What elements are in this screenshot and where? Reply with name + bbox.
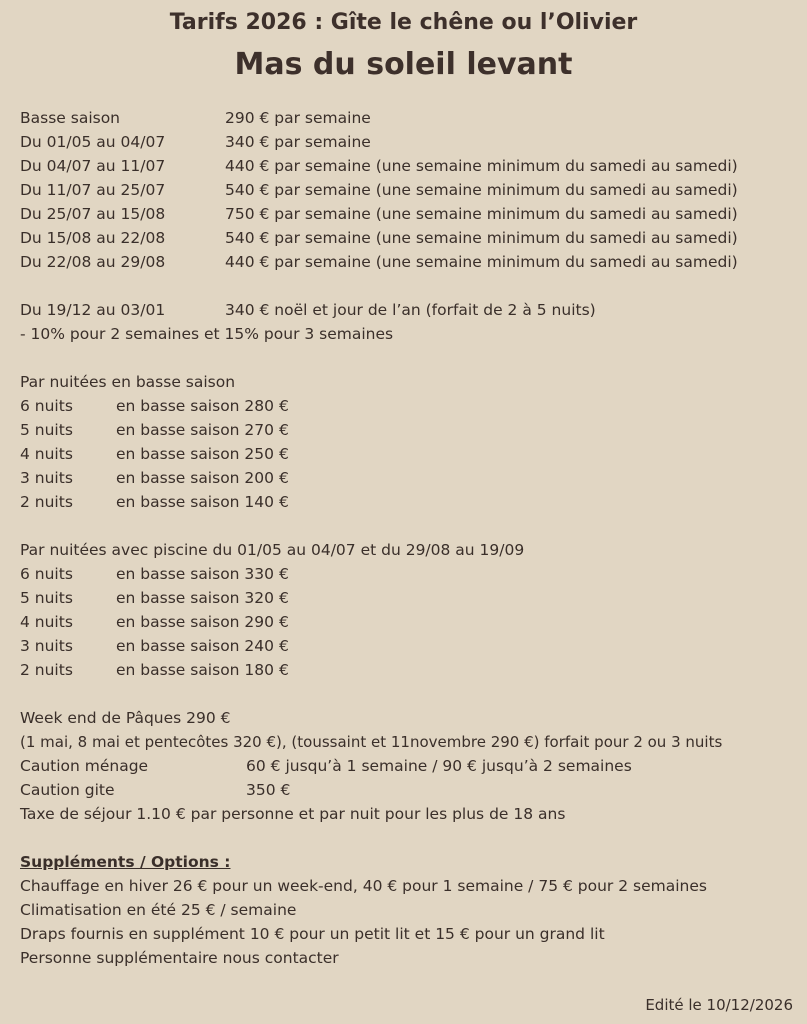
nights-price: en basse saison 330 € [116,565,289,583]
season-price: 750 € par semaine (une semaine minimum du samedi au samedi) [225,205,738,223]
nights-price: en basse saison 140 € [116,493,289,511]
season-period: Du 04/07 au 11/07 [20,157,166,175]
season-period: Du 15/08 au 22/08 [20,229,166,247]
option-item: Personne supplémentaire nous contacter [20,949,339,967]
nights-pool-row [20,658,289,682]
nights-count: 4 nuits [20,613,73,631]
gite-deposit-value: 350 € [246,781,291,799]
season-price: 440 € par semaine (une semaine minimum du samedi au samedi) [225,253,738,271]
season-row [20,250,738,274]
gite-deposit-row [20,778,291,802]
nights-count: 2 nuits [20,493,73,511]
season-row [20,130,371,154]
season-price: 540 € par semaine (une semaine minimum du samedi au samedi) [225,229,738,247]
nights-count: 5 nuits [20,421,73,439]
season-price: 440 € par semaine (une semaine minimum du samedi au samedi) [225,157,738,175]
season-row [20,202,738,226]
nights-count: 6 nuits [20,565,73,583]
season-price: 540 € par semaine (une semaine minimum du samedi au samedi) [225,181,738,199]
nights-price: en basse saison 320 € [116,589,289,607]
nights-count: 6 nuits [20,397,73,415]
nights-pool-heading: Par nuitées avec piscine du 01/05 au 04/07 et du 29/08 au 19/09 [20,541,525,559]
nights-price: en basse saison 290 € [116,613,289,631]
season-price: 290 € par semaine [225,109,371,127]
season-period: Du 11/07 au 25/07 [20,181,166,199]
nights-low-row [20,418,289,442]
nights-price: en basse saison 240 € [116,637,289,655]
cleaning-deposit-label: Caution ménage [20,757,149,775]
discount-text: - 10% pour 2 semaines et 15% pour 3 semaines [20,325,394,343]
season-row [20,154,738,178]
nights-count: 5 nuits [20,589,73,607]
nights-count: 3 nuits [20,469,73,487]
nights-count: 2 nuits [20,661,73,679]
season-period: Basse saison [20,109,121,127]
document-title: Tarifs 2026 : Gîte le chêne ou l’Olivier [169,10,638,35]
edit-date: Edité le 10/12/2026 [645,996,793,1014]
easter-price: Week end de Pâques 290 € [20,709,231,727]
cleaning-deposit-row [20,754,632,778]
option-item: Chauffage en hiver 26 € pour un week-end, 40 € pour 1 semaine / 75 € pour 2 semaines [20,877,707,895]
nights-low-heading: Par nuitées en basse saison [20,373,236,391]
nights-pool-row [20,562,289,586]
option-item: Draps fournis en supplément 10 € pour un petit lit et 15 € pour un grand lit [20,925,605,943]
holiday-row [20,298,596,322]
season-row [20,226,738,250]
tourist-tax: Taxe de séjour 1.10 € par personne et par nuit pour les plus de 18 ans [20,805,566,823]
nights-price: en basse saison 250 € [116,445,289,463]
nights-pool-row [20,586,289,610]
gite-deposit-label: Caution gite [20,781,115,799]
season-period: Du 25/07 au 15/08 [20,205,166,223]
nights-price: en basse saison 180 € [116,661,289,679]
nights-low-row [20,394,289,418]
nights-price: en basse saison 270 € [116,421,289,439]
nights-low-row [20,466,289,490]
season-price: 340 € par semaine [225,133,371,151]
nights-count: 3 nuits [20,637,73,655]
nights-count: 4 nuits [20,445,73,463]
nights-pool-row [20,610,289,634]
nights-low-row [20,442,289,466]
nights-pool-row [20,634,289,658]
document-subtitle: Mas du soleil levant [234,47,573,82]
holiday-price: 340 € noël et jour de l’an (forfait de 2 à 5 nuits) [225,301,596,319]
season-period: Du 22/08 au 29/08 [20,253,166,271]
long-weekends-price: (1 mai, 8 mai et pentecôtes 320 €), (toussaint et 11novembre 290 €) forfait pour 2 ou 3 nuits [20,733,723,751]
nights-price: en basse saison 200 € [116,469,289,487]
option-item: Climatisation en été 25 € / semaine [20,901,297,919]
nights-price: en basse saison 280 € [116,397,289,415]
holiday-period: Du 19/12 au 03/01 [20,301,166,319]
season-row [20,178,738,202]
cleaning-deposit-value: 60 € jusqu’à 1 semaine / 90 € jusqu’à 2 semaines [246,757,632,775]
season-period: Du 01/05 au 04/07 [20,133,166,151]
season-row [20,106,371,130]
nights-low-row [20,490,289,514]
options-heading: Suppléments / Options : [20,853,231,871]
